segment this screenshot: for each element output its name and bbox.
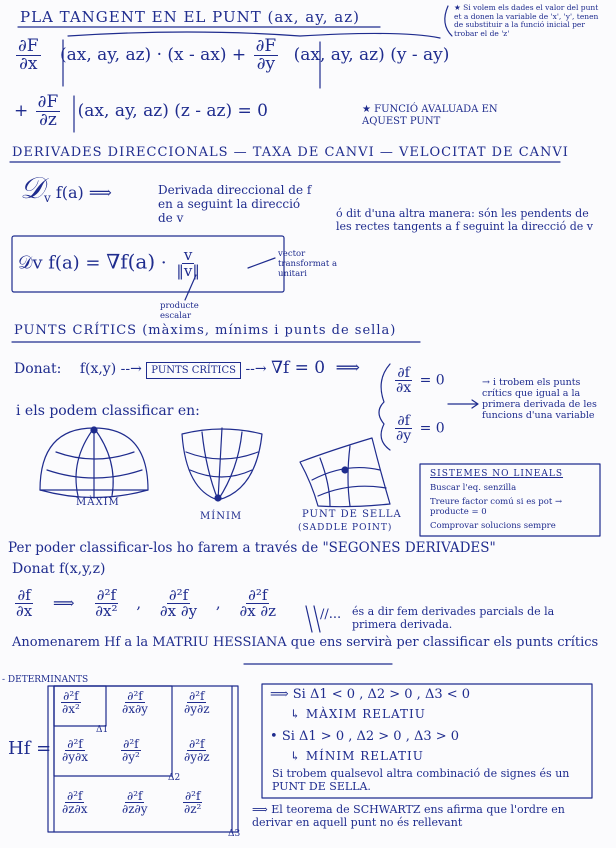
partial-fy: $\frac{\partial F}{\partial y}$ — [255, 36, 277, 74]
partial-fz: $\frac{\partial F}{\partial z}$ — [37, 92, 59, 130]
critical-box: PUNTS CRÍTICS — [146, 362, 241, 379]
diff-y: (y - ay) — [390, 45, 450, 65]
label-minimum: MÍNIM — [200, 511, 243, 522]
label-saddle-sub: (SADDLE POINT) — [298, 523, 393, 533]
critical-find-note: → i trobem els punts crítics que igual a la primera derivada de les funcions d'una variable — [482, 377, 597, 421]
saddle-sketch — [300, 438, 390, 507]
tangent-title: PLA TANGENT EN EL PUNT (ax, ay, az) — [20, 8, 360, 26]
maximum-sketch — [40, 427, 148, 498]
systems-item-1: Buscar l'eq. senzilla — [430, 483, 517, 493]
directional-heading: DERIVADES DIRECCIONALS — TAXA DE CANVI — VELOCITAT DE CANVI — [12, 145, 569, 160]
point-x: (ax, ay, az) — [60, 45, 152, 65]
hessian-cell: $\frac{\text{∂²f}}{\partial y\partial z}$ — [184, 737, 210, 764]
critical-given-row: Donat: f(x,y) --→ PUNTS CRÍTICS --→ ∇f = 0 ⟹ — [14, 358, 360, 378]
matrix-right-bracket — [232, 686, 238, 832]
tangent-formula-line2 — [14, 94, 268, 129]
system-brace — [379, 364, 390, 450]
case-min-cond: • Si Δ1 > 0 , Δ2 > 0 , Δ3 > 0 — [270, 729, 460, 744]
system-eq-y: $\frac{\partial f}{\partial y}$ = 0 — [396, 413, 445, 444]
hessian-intro: Anomenarem Hf a la MATRIU HESSIANA que ens servirà per classificar els punts crítics — [12, 635, 599, 650]
second-given: Donat f(x,y,z) — [12, 561, 106, 577]
matrix-left-bracket — [48, 686, 54, 832]
directional-alt: ó dit d'una altra manera: són les pendents de les rectes tangents a f seguint la direcció de v — [336, 207, 593, 233]
hessian-cell: $\frac{\text{∂²f}}{\partial z\partial x}$ — [62, 789, 88, 816]
delta3-label: Δ3 — [228, 829, 241, 839]
hessian-cell: $\frac{\text{∂²f}}{\partial y\partial z}$ — [184, 689, 210, 716]
label-saddle: PUNT DE SELLA — [302, 509, 402, 520]
derivs-note: és a dir fem derivades parcials de la primera derivada. — [352, 605, 555, 631]
hessian-cell: $\frac{\text{∂²f}}{\partial x\partial y}$ — [122, 689, 148, 716]
systems-item-2: Treure factor comú si es pot → producte = 0 — [430, 497, 563, 517]
partial-fx: $\frac{\partial F}{\partial x}$ — [18, 36, 39, 74]
critical-classify: i els podem classificar en: — [16, 403, 200, 419]
system-eq-x: $\frac{\partial f}{\partial x}$ = 0 — [396, 365, 445, 396]
directional-formula: 𝒟v f(a) = ∇f(a) · $\frac{v}{‖v‖}$ — [18, 246, 200, 280]
systems-item-3: Comprovar solucions sempre — [430, 521, 556, 531]
directional-notation: 𝒟$_v$ f(a) ⟹ — [20, 171, 112, 206]
schwarz-note: ⟹ El teorema de SCHWARTZ ens afirma que l'ordre en derivar en aquell punt no és rellevant — [252, 803, 565, 829]
vector-note-arrow — [248, 258, 275, 268]
case-min-result: ↳ MÍNIM RELATIU — [290, 749, 424, 763]
tangent-note-top: ★ Si volem els dades el valor del punt et a donen la variable de 'x', 'y', tenen de substituir a la funció inicial per trobar el de 'z' — [454, 3, 599, 38]
case-max-result: ↳ MÀXIM RELATIU — [290, 707, 426, 721]
etc-slashes — [306, 606, 320, 632]
critical-heading: PUNTS CRÍTICS (màxims, mínims i punts de sella) — [14, 323, 397, 338]
unit-vector: $\frac{v}{‖v‖}$ — [176, 246, 200, 280]
directional-definition: Derivada direccional de f en a seguint la direcció de v — [158, 183, 312, 225]
diff-x: · (x - ax) + — [156, 45, 247, 65]
tangent-formula-line1 — [14, 38, 449, 73]
delta1-label: Δ1 — [96, 725, 109, 735]
delta2-label: Δ2 — [168, 773, 181, 783]
point-y: (ax, ay, az) — [293, 45, 385, 65]
determinants-label: - DETERMINANTS — [2, 675, 89, 685]
point-z: (ax, ay, az) — [77, 101, 169, 121]
note-brace — [445, 6, 452, 36]
hessian-cell: $\frac{\text{∂²f}}{\text{∂z²}}$ — [184, 789, 202, 816]
classify-text: Per poder classificar-los ho farem a través de "SEGONES DERIVADES" — [8, 540, 496, 556]
hessian-cell: $\frac{\text{∂²f}}{\text{∂x²}}$ — [62, 689, 80, 716]
case-max-cond: ⟹ Si Δ1 < 0 , Δ2 > 0 , Δ3 < 0 — [270, 687, 471, 702]
systems-title: SISTEMES NO LINEALS — [430, 469, 564, 479]
case-saddle: Si trobem qualsevol altra combinació de signes és un PUNT DE SELLA. — [272, 767, 570, 793]
scalar-note: producte escalar — [160, 301, 199, 321]
vector-note: vector transformat a unitari — [278, 249, 338, 279]
hessian-cell: $\frac{\text{∂²f}}{\partial y\partial x}$ — [62, 737, 88, 764]
hessian-cell: $\frac{\text{∂²f}}{\text{∂y²}}$ — [122, 737, 140, 764]
diff-z: (z - az) = 0 — [174, 101, 268, 121]
etc-mark: //... — [320, 607, 342, 622]
second-derivs-row: $\frac{\partial f}{\partial x}$ ⟹ $\frac{\text{∂²f}}{\text{∂x²}}$ , $\frac{\text{∂²f}}{\partial x \partial y}$ , $\frac{\text{∂²f}}{\partial x \partial z}$ — [16, 586, 277, 620]
hf-label: Hf = — [8, 738, 52, 759]
label-maximum: MÀXIM — [76, 497, 120, 508]
minimum-sketch — [182, 428, 262, 501]
plus-sign: + — [14, 101, 29, 121]
tangent-note-eval: ★ FUNCIÓ AVALUADA EN AQUEST PUNT — [362, 104, 498, 127]
hessian-cell: $\frac{\text{∂²f}}{\partial z\partial y}$ — [122, 789, 148, 816]
find-arrow — [448, 400, 478, 408]
